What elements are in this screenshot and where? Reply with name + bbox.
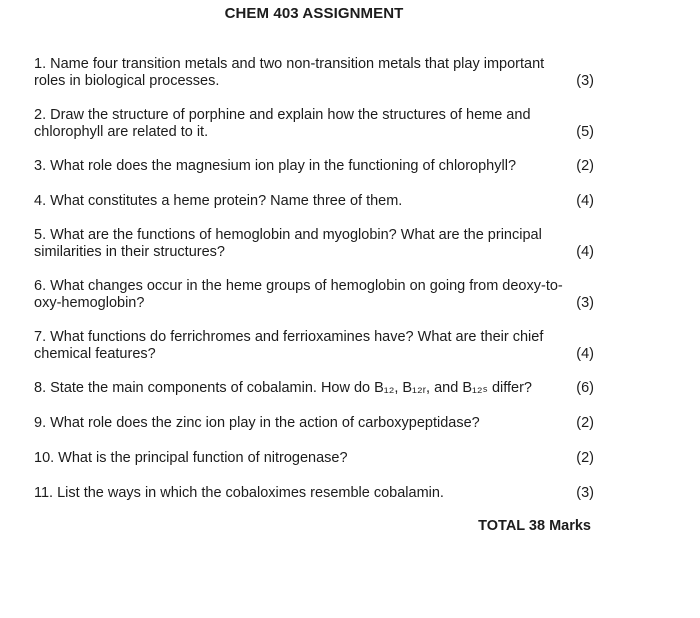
- assignment-title: CHEM 403 ASSIGNMENT: [224, 5, 404, 22]
- question-item: [34, 415, 604, 432]
- question-item: [34, 329, 604, 363]
- question-marks: (3): [576, 485, 594, 501]
- question-marks: (4): [576, 193, 594, 209]
- question-text: 1. Name four transition metals and two non-transition metals that play important roles in biological processes.: [34, 56, 545, 89]
- question-marks: (2): [576, 158, 594, 174]
- question-text: 8. State the main components of cobalamin. How do B₁₂, B₁₂ᵣ, and B₁₂ₛ differ?: [34, 380, 532, 396]
- question-item: [34, 485, 604, 502]
- question-item: [34, 380, 604, 397]
- question-text: 2. Draw the structure of porphine and explain how the structures of heme and chlorophyll are related to it.: [34, 107, 531, 140]
- question-text: 7. What functions do ferrichromes and ferrioxamines have? What are their chief chemical features?: [34, 329, 544, 362]
- question-item: [34, 193, 604, 210]
- question-marks: (4): [576, 244, 594, 260]
- question-marks: (5): [576, 124, 594, 140]
- question-marks: (2): [576, 450, 594, 466]
- question-text: 10. What is the principal function of nitrogenase?: [34, 450, 348, 466]
- question-item: [34, 158, 604, 175]
- question-text: 11. List the ways in which the cobaloximes resemble cobalamin.: [34, 485, 444, 501]
- question-text: 4. What constitutes a heme protein? Name three of them.: [34, 193, 403, 209]
- question-item: [34, 450, 604, 467]
- question-marks: (3): [576, 73, 594, 89]
- question-text: 3. What role does the magnesium ion play in the functioning of chlorophyll?: [34, 158, 517, 174]
- total-marks: TOTAL 38 Marks: [478, 518, 591, 534]
- question-item: [34, 227, 604, 261]
- question-text: 6. What changes occur in the heme groups of hemoglobin on going from deoxy-to-oxy-hemoglobin?: [34, 278, 563, 311]
- question-marks: (3): [576, 295, 594, 311]
- question-marks: (2): [576, 415, 594, 431]
- question-marks: (6): [576, 380, 594, 396]
- question-item: [34, 56, 604, 90]
- question-item: [34, 107, 604, 141]
- question-text: 9. What role does the zinc ion play in the action of carboxypeptidase?: [34, 415, 480, 431]
- question-item: [34, 278, 604, 312]
- question-text: 5. What are the functions of hemoglobin and myoglobin? What are the principal similarities in their structures?: [34, 227, 542, 260]
- question-marks: (4): [576, 346, 594, 362]
